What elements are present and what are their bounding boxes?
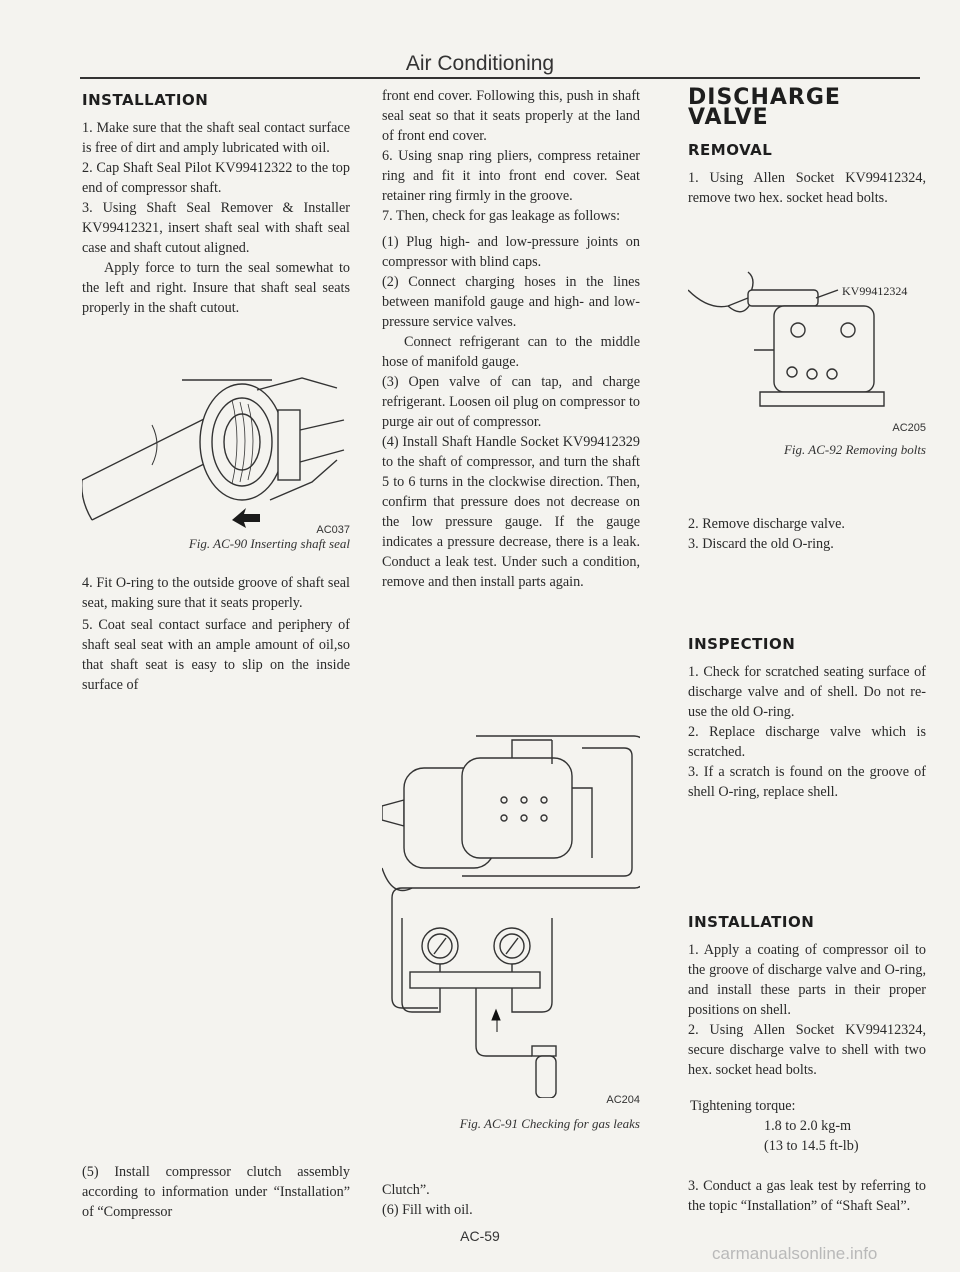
- figure-caption: Fig. AC-90 Inserting shaft seal: [188, 536, 350, 551]
- paragraph: (6) Fill with oil.: [382, 1202, 473, 1218]
- header-rule: [80, 77, 920, 79]
- paragraph: 2. Remove discharge valve.: [688, 516, 845, 532]
- paragraph: 6. Using snap ring pliers, compress retainer ring and fit it into front end cover. Seat retainer ring firmly in the groove.: [382, 148, 640, 204]
- installation-heading: INSTALLATION: [82, 91, 209, 109]
- paragraph: 1. Apply a coating of compressor oil to the groove of discharge valve and O-ring, and install these parts in their proper positions on shell.: [688, 942, 926, 1018]
- torque-spec: [688, 1096, 926, 1156]
- installation-heading: INSTALLATION: [688, 913, 815, 931]
- paragraph: 1. Using Allen Socket KV99412324, remove two hex. socket head bolts.: [688, 170, 926, 206]
- paragraph: 3. Conduct a gas leak test by referring to the topic “Installation” of “Shaft Seal”.: [688, 1178, 926, 1214]
- column-2: [382, 86, 640, 592]
- removal-heading: REMOVAL: [688, 141, 773, 159]
- tool-label: KV99412324: [842, 284, 908, 298]
- paragraph: 3. Discard the old O-ring.: [688, 536, 834, 552]
- page-number: AC-59: [460, 1228, 500, 1244]
- torque-label: Tightening torque:: [690, 1098, 796, 1114]
- paragraph: 3. Using Shaft Seal Remover & Installer KV99412321, insert shaft seal with shaft seal case and shaft cutout aligned.: [82, 200, 350, 256]
- paragraph: front end cover. Following this, push in shaft seal seat so that it seats properly at the land of front end cover.: [382, 88, 640, 144]
- figure-code: AC205: [892, 422, 926, 434]
- paragraph: Apply force to turn the seal somewhat to the left and right. Insure that shaft seal seats properly in the shaft cutout.: [82, 260, 350, 316]
- paragraph: 2. Cap Shaft Seal Pilot KV99412322 to the top end of compressor shaft.: [82, 160, 350, 196]
- column-3-middle: [688, 514, 926, 554]
- paragraph: (4) Install Shaft Handle Socket KV99412329 to the shaft of compressor, and turn the shaft 5 to 6 turns in the clockwise direction. Then, confirm that pressure does not decrease on the low pressure gauge. If the gauge indicates a pressure decrease, there is a leak. Conduct a leak test. Under such a condition, remove and then install parts again.: [382, 434, 640, 590]
- watermark: carmanualsonline.info: [712, 1244, 878, 1263]
- paragraph: Connect refrigerant can to the middle hose of manifold gauge.: [382, 334, 640, 370]
- paragraph: 7. Then, check for gas leakage as follows:: [382, 208, 621, 224]
- figure-code: AC204: [606, 1094, 640, 1106]
- figure-ac92: [688, 270, 926, 458]
- paragraph: 4. Fit O-ring to the outside groove of shaft seal seat, making sure that it seats properly.: [82, 575, 350, 611]
- paragraph: 2. Replace discharge valve which is scratched.: [688, 724, 926, 760]
- arrow-icon: [492, 1010, 500, 1032]
- paragraph: 5. Coat seal contact surface and periphery of shaft seal seat with an ample amount of oil,so that shaft seat is easy to slip on the inside surface of: [82, 617, 350, 693]
- paragraph: (3) Open valve of can tap, and charge refrigerant. Loosen oil plug on compressor to purge air out of compressor.: [382, 374, 640, 430]
- figure-caption: Fig. AC-92 Removing bolts: [783, 442, 926, 457]
- shaft-seal-illustration: [82, 370, 350, 530]
- column-3: [688, 85, 926, 208]
- column-1-bottom: [82, 1162, 350, 1222]
- column-2-bottom: [382, 1180, 640, 1220]
- figure-ac90: [82, 370, 350, 552]
- figure-code: AC037: [316, 524, 350, 536]
- torque-value-imperial: (13 to 14.5 ft-lb): [764, 1138, 859, 1154]
- paragraph: (2) Connect charging hoses in the lines between manifold gauge and high- and low-pressure service valves.: [382, 274, 640, 330]
- figure-caption: Fig. AC-91 Checking for gas leaks: [459, 1116, 640, 1131]
- gas-leak-check-illustration: [382, 728, 640, 1098]
- paragraph: Clutch”.: [382, 1182, 430, 1198]
- inspection-heading: INSPECTION: [688, 635, 796, 653]
- column-1: [82, 86, 350, 318]
- paragraph: 2. Using Allen Socket KV99412324, secure discharge valve to shell with two hex. socket head bolts.: [688, 1022, 926, 1078]
- column-3-inspection: [688, 630, 926, 802]
- figure-ac91: [382, 728, 640, 1132]
- page-header-title: Air Conditioning: [405, 52, 555, 75]
- paragraph: 1. Make sure that the shaft seal contact surface is free of dirt and amply lubricated with oil.: [82, 120, 350, 156]
- column-3-installation: [688, 908, 926, 1216]
- column-1-lower: [82, 573, 350, 695]
- paragraph: (5) Install compressor clutch assembly according to information under “Installation” of “Compressor: [82, 1164, 350, 1220]
- paragraph: 3. If a scratch is found on the groove of shell O-ring, replace shell.: [688, 764, 926, 800]
- discharge-valve-heading: DISCHARGE VALVE: [688, 85, 841, 130]
- paragraph: (1) Plug high- and low-pressure joints on compressor with blind caps.: [382, 234, 640, 270]
- torque-value-metric: 1.8 to 2.0 kg-m: [764, 1118, 852, 1134]
- paragraph: 1. Check for scratched seating surface of discharge valve and of shell. Do not re-use the old O-ring.: [688, 664, 926, 720]
